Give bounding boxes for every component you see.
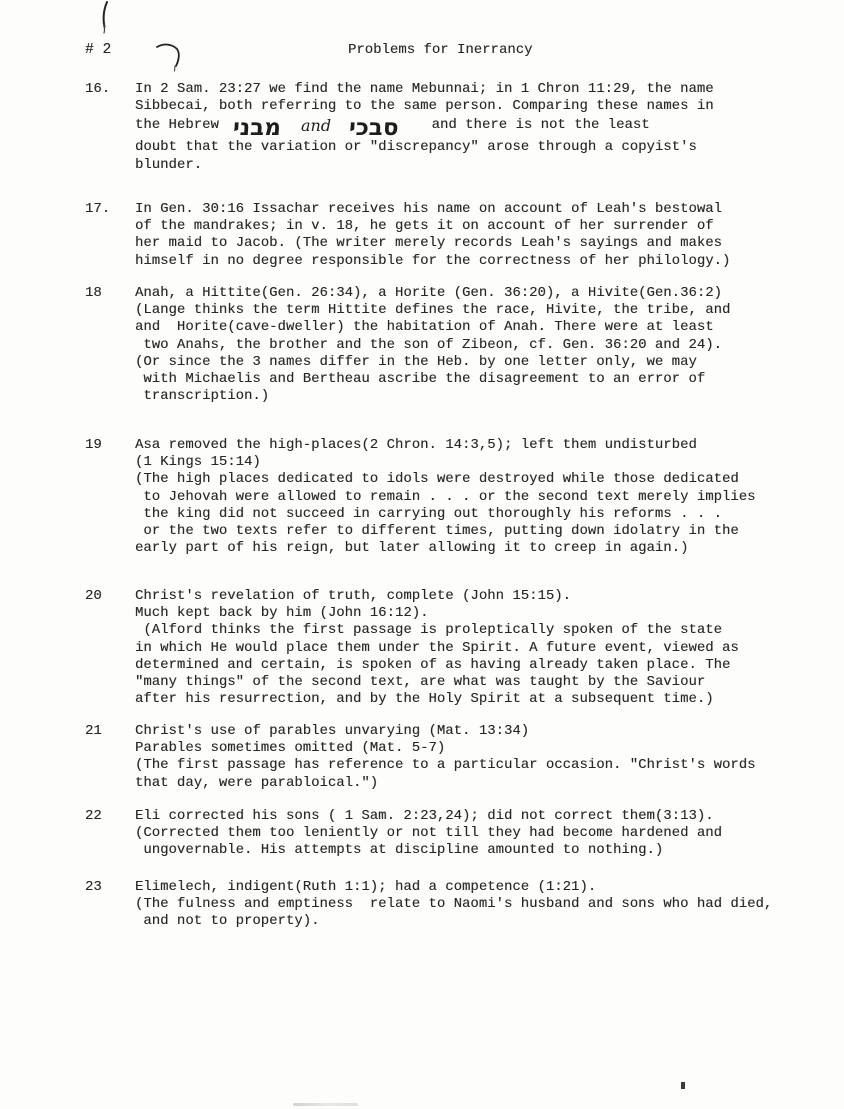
text-line: her maid to Jacob. (The writer merely records Leah's sayings and makes bbox=[135, 235, 723, 252]
text-line: doubt that the variation or "discrepancy" arose through a copyist's bbox=[135, 139, 697, 156]
scan-speck bbox=[681, 1082, 685, 1089]
page-title: Problems for Inerrancy bbox=[348, 42, 533, 58]
item-number: 18 bbox=[85, 285, 102, 301]
text-line: (1 Kings 15:14) bbox=[135, 454, 261, 471]
vertical-pen-stroke-mark bbox=[104, 2, 107, 27]
text-line: to Jehovah were allowed to remain . . . or the second text merely implies bbox=[135, 488, 756, 505]
text-line: Asa removed the high-places(2 Chron. 14:3,5); left them undisturbed bbox=[135, 437, 697, 453]
item-text bbox=[135, 437, 815, 557]
text-line: In Gen. 30:16 Issachar receives his name on account of Leah's bestowal bbox=[135, 201, 723, 217]
text-line: early part of his reign, but later allowing it to creep in again.) bbox=[135, 540, 689, 557]
text-line: or the two texts refer to different times, putting down idolatry in the bbox=[135, 522, 739, 539]
text-line: determined and certain, is spoken of as having already taken place. The bbox=[135, 656, 731, 673]
cursive-handwriting: and bbox=[300, 116, 332, 136]
text-line: (Alford thinks the first passage is proleptically spoken of the state bbox=[135, 622, 723, 639]
hebrew-handwriting: סבכי bbox=[348, 115, 400, 142]
text-line: blunder. bbox=[135, 156, 203, 173]
item-text bbox=[135, 879, 815, 931]
text-line: (Lange thinks the term Hittite defines the race, Hivite, the tribe, and bbox=[135, 302, 731, 319]
text-line: (Or since the 3 names differ in the Heb. by one letter only, we may bbox=[135, 353, 697, 370]
item-text bbox=[135, 588, 815, 708]
text-line bbox=[135, 115, 815, 142]
text-line: the king did not succeed in carrying out thoroughly his reforms . . . bbox=[135, 505, 723, 522]
text-line: Parables sometimes omitted (Mat. 5-7) bbox=[135, 740, 446, 757]
text-line: transcription.) bbox=[135, 388, 270, 405]
text-line: Eli corrected his sons ( 1 Sam. 2:23,24); did not correct them(3:13). bbox=[135, 808, 714, 824]
item-number: 19 bbox=[85, 437, 102, 453]
typed-text: and there is not the least bbox=[414, 117, 650, 134]
item-number: 16. bbox=[85, 81, 111, 97]
scan-smudge bbox=[293, 1103, 358, 1106]
item-text bbox=[135, 285, 815, 405]
text-line: (The fulness and emptiness relate to Naomi's husband and sons who had died, bbox=[135, 896, 773, 913]
item-text bbox=[135, 81, 815, 174]
text-line: with Michaelis and Bertheau ascribe the disagreement to an error of bbox=[135, 370, 706, 387]
item-number: 22 bbox=[85, 808, 102, 824]
typed-text: the Hebrew bbox=[135, 117, 219, 134]
hebrew-handwriting: מבני bbox=[231, 115, 282, 142]
text-line: and not to property). bbox=[135, 913, 320, 930]
text-line: Sibbecai, both referring to the same person. Comparing these names in bbox=[135, 98, 714, 115]
text-line: (The high places dedicated to idols were destroyed while those dedicated bbox=[135, 471, 739, 488]
item-number: 17. bbox=[85, 201, 111, 217]
text-line: Christ's use of parables unvarying (Mat. 13:34) bbox=[135, 723, 530, 739]
text-line: in which He would place them under the Spirit. A future event, viewed as bbox=[135, 639, 739, 656]
item-text bbox=[135, 808, 815, 860]
text-line: and Horite(cave-dweller) the habitation of Anah. There were at least bbox=[135, 319, 714, 336]
text-line: himself in no degree responsible for the correctness of her philology.) bbox=[135, 252, 731, 269]
text-line: two Anahs, the brother and the son of Zibeon, cf. Gen. 36:20 and 24). bbox=[135, 336, 723, 353]
item-text bbox=[135, 201, 815, 270]
text-line: Much kept back by him (John 16:12). bbox=[135, 605, 429, 622]
item-text bbox=[135, 723, 815, 792]
page-number: # 2 bbox=[85, 42, 112, 58]
text-line: (Corrected them too leniently or not till they had become hardened and bbox=[135, 825, 723, 842]
text-line: "many things" of the second text, are what was taught by the Saviour bbox=[135, 673, 706, 690]
item-number: 23 bbox=[85, 879, 102, 895]
curved-hook-mark bbox=[157, 45, 179, 66]
text-line: Christ's revelation of truth, complete (John 15:15). bbox=[135, 588, 572, 604]
item-number: 20 bbox=[85, 588, 102, 604]
text-line: that day, were parabloical.") bbox=[135, 774, 379, 791]
text-line: (The first passage has reference to a particular occasion. "Christ's words bbox=[135, 757, 756, 774]
text-line: ungovernable. His attempts at discipline amounted to nothing.) bbox=[135, 842, 664, 859]
text-line: Elimelech, indigent(Ruth 1:1); had a competence (1:21). bbox=[135, 879, 597, 895]
text-line: Anah, a Hittite(Gen. 26:34), a Horite (Gen. 36:20), a Hivite(Gen.36:2) bbox=[135, 285, 723, 301]
text-line: In 2 Sam. 23:27 we find the name Mebunnai; in 1 Chron 11:29, the name bbox=[135, 81, 714, 97]
item-number: 21 bbox=[85, 723, 102, 739]
text-line: after his resurrection, and by the Holy Spirit at a subsequent time.) bbox=[135, 691, 714, 708]
text-line: of the mandrakes; in v. 18, he gets it on account of her surrender of bbox=[135, 218, 714, 235]
